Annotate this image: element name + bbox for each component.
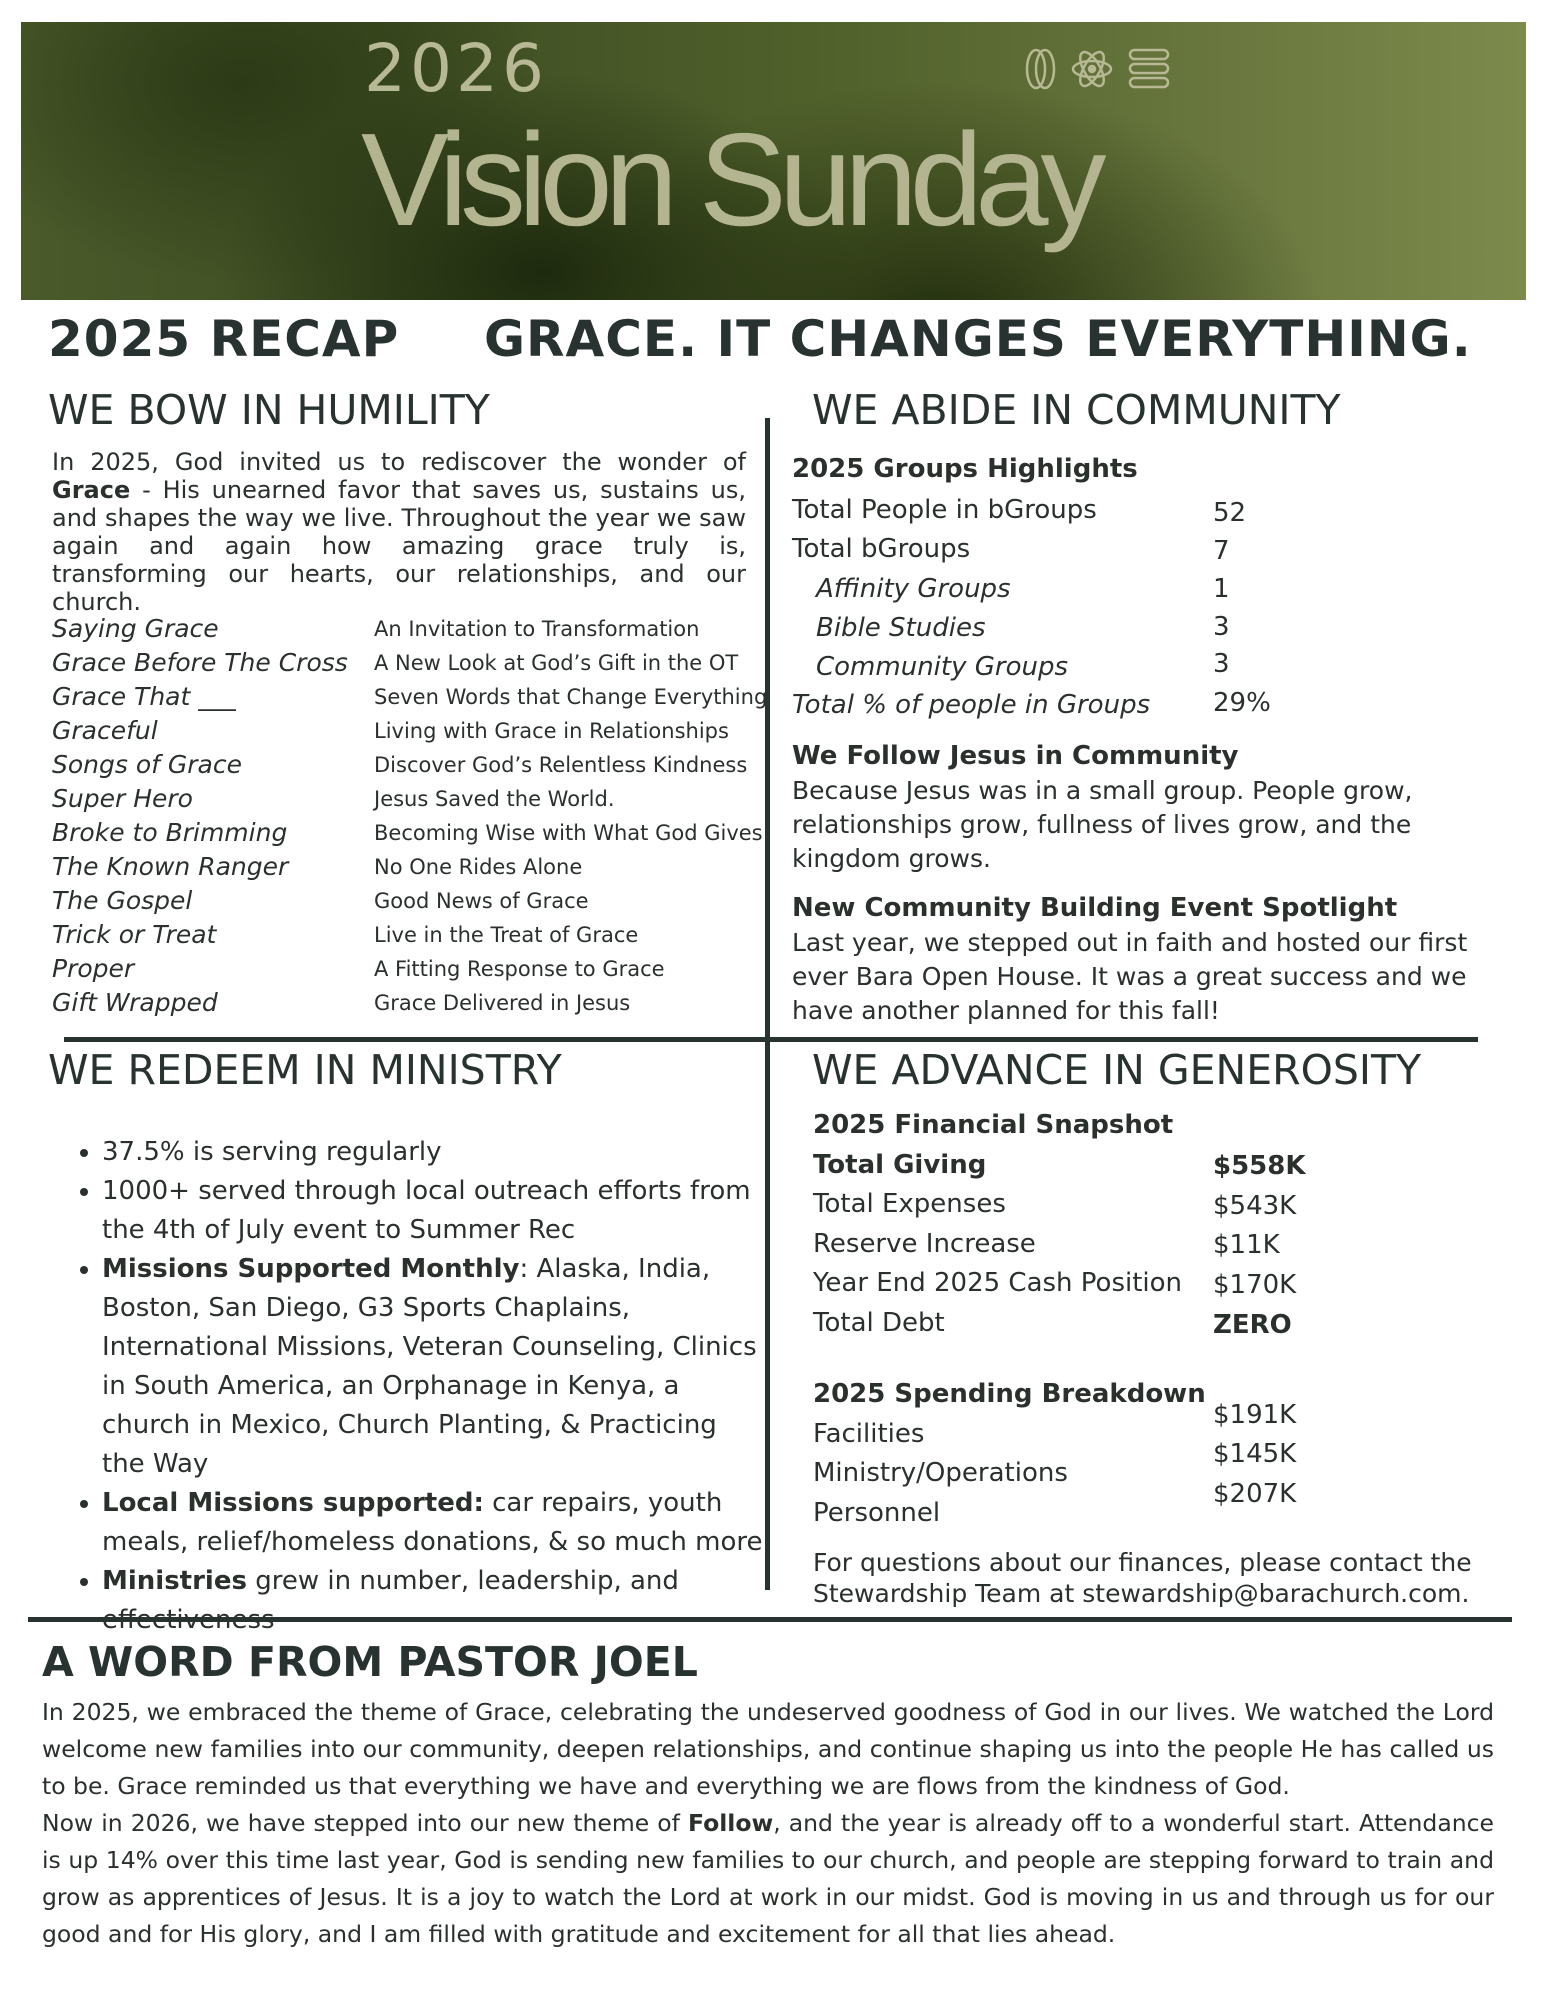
bullet-text: : Alaska, India, Boston, San Diego, G3 Sports Chaplains, International Missions, Veteran Counseling, Clinics in South America, an Orphanage in Kenya, a church in Mexico, Church Planting, & Practicing the Way bbox=[102, 1254, 757, 1479]
community-heading: WE ABIDE IN COMMUNITY bbox=[812, 386, 1341, 434]
spending-label: Ministry/Operations bbox=[813, 1458, 1068, 1488]
sermon-row bbox=[52, 818, 763, 852]
sermon-subtitle: Becoming Wise with What God Gives bbox=[374, 821, 763, 845]
list-item bbox=[74, 1484, 764, 1562]
sermon-title: Trick or Treat bbox=[52, 920, 217, 949]
follow-jesus-title: We Follow Jesus in Community bbox=[792, 741, 1239, 771]
bullet-bold: Ministries bbox=[102, 1566, 247, 1596]
finance-value: $170K bbox=[1213, 1270, 1297, 1300]
sermon-subtitle: Grace Delivered in Jesus bbox=[374, 991, 631, 1015]
list-item bbox=[74, 1172, 764, 1250]
sermon-title: The Gospel bbox=[52, 886, 193, 915]
sermon-row bbox=[52, 716, 752, 750]
pastor-paragraph-1: In 2025, we embraced the theme of Grace, celebrating the undeserved goodness of God in our lives. We watched the Lord welcome new families into our community, deepen relationships, and continue shaping us into the people He has called us to be. Grace reminded us that everything we have and everything we are flows from the kindness of God. bbox=[42, 1698, 1494, 1800]
finance-value: $11K bbox=[1213, 1230, 1280, 1260]
stacked-layers-icon bbox=[1130, 50, 1168, 87]
sermon-title: Grace That ___ bbox=[52, 682, 236, 711]
middle-divider bbox=[64, 1037, 1478, 1042]
stat-label: Total % of people in Groups bbox=[792, 690, 1151, 720]
spending-value: $145K bbox=[1213, 1439, 1297, 1469]
humility-intro-pre: In 2025, God invited us to rediscover the wonder of bbox=[52, 448, 746, 476]
stat-label: Bible Studies bbox=[816, 613, 986, 643]
ovals-icon bbox=[1027, 50, 1054, 88]
sermon-row bbox=[52, 852, 752, 886]
stat-value: 29% bbox=[1213, 688, 1271, 718]
sermon-row bbox=[52, 988, 752, 1022]
sermon-row bbox=[52, 648, 752, 682]
stat-label: Total bGroups bbox=[792, 534, 971, 564]
sermon-title: Grace Before The Cross bbox=[52, 648, 348, 677]
finance-label: Total Debt bbox=[813, 1308, 945, 1338]
follow-jesus-text: Because Jesus was in a small group. People grow, relationships grow, fullness of lives grow, and the kingdom grows. bbox=[792, 776, 1413, 873]
sermon-subtitle: Good News of Grace bbox=[374, 889, 589, 913]
sermon-title: Songs of Grace bbox=[52, 750, 242, 779]
sermon-row bbox=[52, 682, 768, 716]
finance-label: Total Giving bbox=[813, 1150, 987, 1180]
finance-label: Year End 2025 Cash Position bbox=[813, 1268, 1183, 1298]
financial-snapshot-title: 2025 Financial Snapshot bbox=[813, 1110, 1174, 1140]
stat-value: 1 bbox=[1213, 574, 1230, 604]
pastor-para2-post: , and the year is already off to a wonderful start. Attendance is up 14% over this time last year, God is sending new families to our church, and people are stepping forward to train and grow as apprentices of Jesus. It is a joy to watch the Lord at work in our midst. God is moving in us and through us for our good and for His glory, and I am filled with gratitude and excitement for all that lies ahead. bbox=[42, 1809, 1494, 1948]
pastor-paragraph-2 bbox=[42, 1805, 1494, 1953]
sermon-row bbox=[52, 920, 752, 954]
recap-headline: 2025 RECAP bbox=[48, 310, 400, 368]
sermon-subtitle: Live in the Treat of Grace bbox=[374, 923, 639, 947]
sermon-series-list bbox=[52, 614, 768, 1022]
finance-value: ZERO bbox=[1213, 1310, 1292, 1340]
sermon-title: Broke to Brimming bbox=[52, 818, 288, 847]
humility-heading: WE BOW IN HUMILITY bbox=[48, 386, 490, 434]
bullet-bold: Missions Supported Monthly bbox=[102, 1254, 520, 1284]
banner-year: 2026 bbox=[364, 30, 548, 107]
sermon-row bbox=[52, 750, 752, 784]
list-item bbox=[74, 1133, 764, 1172]
vertical-divider bbox=[765, 418, 770, 1590]
sermon-subtitle: A New Look at God’s Gift in the OT bbox=[374, 651, 739, 675]
ministry-list bbox=[74, 1133, 764, 1640]
finance-label: Total Expenses bbox=[813, 1189, 1006, 1219]
list-item bbox=[74, 1250, 764, 1484]
finance-label: Reserve Increase bbox=[813, 1229, 1036, 1259]
banner-title: Vision Sunday bbox=[361, 106, 1099, 253]
spending-value: $191K bbox=[1213, 1400, 1297, 1430]
stat-value: 3 bbox=[1213, 612, 1230, 642]
pastor-para2-bold: Follow bbox=[688, 1809, 774, 1837]
sermon-row bbox=[52, 886, 752, 920]
banner-icon-group bbox=[1022, 44, 1172, 94]
humility-intro-bold: Grace bbox=[52, 476, 131, 504]
sermon-subtitle: Jesus Saved the World. bbox=[374, 787, 615, 811]
sermon-title: Super Hero bbox=[52, 784, 193, 813]
sermon-subtitle: Discover God’s Relentless Kindness bbox=[374, 753, 748, 777]
sermon-title: The Known Ranger bbox=[52, 852, 289, 881]
theme-headline: GRACE. IT CHANGES EVERYTHING. bbox=[484, 310, 1472, 368]
vision-sunday-banner bbox=[21, 22, 1526, 300]
sermon-row bbox=[52, 954, 752, 988]
sermon-subtitle: Seven Words that Change Everything bbox=[374, 685, 768, 709]
spending-value: $207K bbox=[1213, 1479, 1297, 1509]
spending-breakdown-title: 2025 Spending Breakdown bbox=[813, 1379, 1206, 1409]
sermon-row bbox=[52, 614, 752, 648]
stat-value: 7 bbox=[1213, 536, 1230, 566]
pastor-para2-pre: Now in 2026, we have stepped into our new theme of bbox=[42, 1809, 680, 1837]
bullet-text: 37.5% is serving regularly bbox=[102, 1137, 442, 1167]
bullet-text: 1000+ served through local outreach efforts from the 4th of July event to Summer Rec bbox=[102, 1176, 751, 1245]
stat-label: Community Groups bbox=[816, 652, 1069, 682]
humility-intro bbox=[52, 448, 746, 616]
stat-label: Affinity Groups bbox=[816, 574, 1011, 604]
sermon-subtitle: An Invitation to Transformation bbox=[374, 617, 700, 641]
pastor-heading: A WORD FROM PASTOR JOEL bbox=[42, 1638, 698, 1686]
groups-highlights-title: 2025 Groups Highlights bbox=[792, 454, 1138, 484]
sermon-subtitle: No One Rides Alone bbox=[374, 855, 583, 879]
sermon-title: Saying Grace bbox=[52, 614, 219, 643]
spending-label: Facilities bbox=[813, 1419, 925, 1449]
event-spotlight-text: Last year, we stepped out in faith and hosted our first ever Bara Open House. It was a great success and we have another planned for this fall! bbox=[792, 928, 1468, 1025]
spending-label: Personnel bbox=[813, 1498, 941, 1528]
atom-flower-icon bbox=[1073, 49, 1111, 90]
event-spotlight-title: New Community Building Event Spotlight bbox=[792, 893, 1398, 923]
sermon-title: Gift Wrapped bbox=[52, 988, 218, 1017]
finance-value: $558K bbox=[1213, 1151, 1306, 1181]
stat-value: 3 bbox=[1213, 649, 1230, 679]
sermon-title: Proper bbox=[52, 954, 135, 983]
generosity-heading: WE ADVANCE IN GENEROSITY bbox=[812, 1046, 1422, 1094]
stat-value: 52 bbox=[1213, 498, 1247, 528]
list-item bbox=[74, 1562, 764, 1640]
humility-intro-post: - His unearned favor that saves us, sustains us, and shapes the way we live. Throughout the year we saw again and again how amazing grace truly is, transforming our hearts, our relationships, and our church. bbox=[52, 476, 746, 616]
finance-contact-text: For questions about our finances, please contact the Stewardship Team at stewardship@barachurch.com. bbox=[813, 1548, 1472, 1608]
sermon-subtitle: A Fitting Response to Grace bbox=[374, 957, 665, 981]
sermon-row bbox=[52, 784, 752, 818]
bullet-text: car repairs, youth meals, relief/homeless donations, & so much more bbox=[102, 1488, 763, 1557]
finance-value: $543K bbox=[1213, 1191, 1297, 1221]
bullet-text: grew in number, leadership, and effectiveness bbox=[102, 1566, 679, 1635]
sermon-subtitle: Living with Grace in Relationships bbox=[374, 719, 729, 743]
ministry-heading: WE REDEEM IN MINISTRY bbox=[48, 1046, 562, 1094]
bullet-bold: Local Missions supported: bbox=[102, 1488, 484, 1518]
stat-label: Total People in bGroups bbox=[792, 495, 1097, 525]
sermon-title: Graceful bbox=[52, 716, 158, 745]
